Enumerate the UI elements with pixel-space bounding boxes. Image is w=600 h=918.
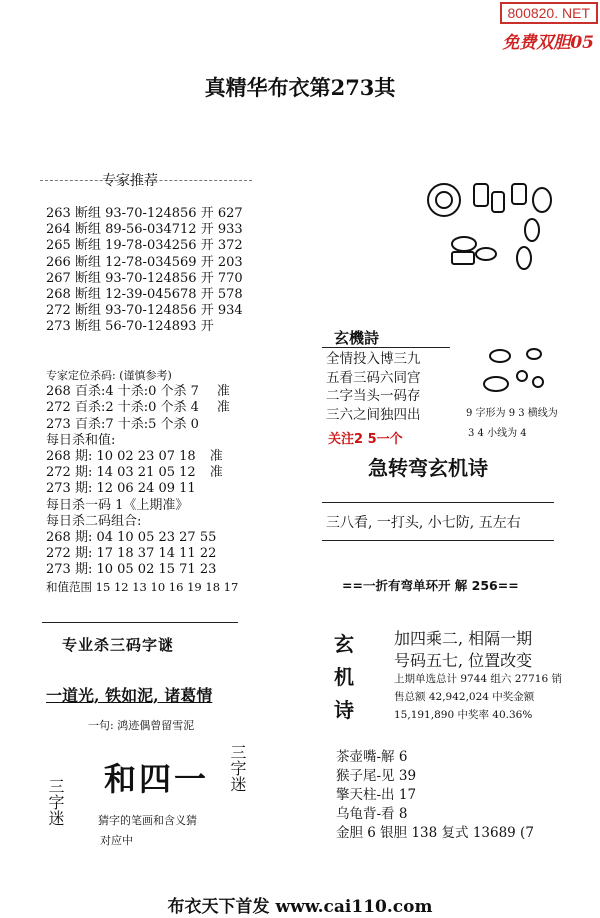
two-code-heading: 每日杀二码组合:	[46, 513, 142, 529]
sum-row: 272 期: 14 03 21 05 12 准	[46, 465, 223, 481]
clue-item: 茶壶嘴-解 6	[336, 749, 408, 765]
site-badge: 800820. NET	[500, 2, 599, 24]
expert-row: 272 断组 93-70-124856 开 934	[46, 303, 243, 319]
expert-row: 266 断组 12-78-034569 开 203	[46, 254, 243, 270]
jizhuan-bottom-rule	[322, 540, 554, 541]
poem-line: 五看三码六同宫	[326, 369, 421, 386]
expert-row: 267 断组 93-70-124856 开 770	[46, 270, 243, 286]
stat-line-1: 上期单选总计 9744 组六 27716 销	[394, 673, 562, 685]
poem-line: 全情投入博三九	[326, 351, 421, 367]
expert-row: 268 断组 12-39-045678 开 578	[46, 287, 243, 303]
two-code-row: 272 期: 17 18 37 14 11 22	[46, 546, 217, 562]
footer-text: 布衣天下首发 www.cai110.com	[167, 897, 433, 917]
kill-section	[46, 368, 238, 595]
expert-row: 265 断组 19-78-034256 开 372	[46, 238, 243, 254]
kill-pos-row: 272 百杀:2 十杀:0 个杀 4 准	[46, 400, 230, 416]
vertical-char: 机	[334, 665, 354, 689]
riddle-top-rule	[42, 622, 238, 623]
expert-heading: 专家推荐	[102, 173, 158, 189]
kill-pos-row: 273 百杀:7 十杀:5 个杀 0	[46, 416, 199, 432]
kill-pos-row: 268 百杀:4 十杀:0 个杀 7 准	[46, 384, 230, 400]
side-note-2: 3 4 小线为 4	[468, 428, 527, 439]
jizhuan-top-rule	[322, 502, 554, 503]
riddle-big-text: 和四一	[104, 760, 210, 798]
mahjong-drawing-small	[474, 342, 564, 398]
focus-line: 关注2 5一个	[328, 432, 403, 447]
expert-row: 264 断组 89-56-034712 开 933	[46, 222, 243, 238]
page-title: 真精华布衣第273其	[204, 75, 396, 100]
stat-line-2: 售总额 42,942,024 中奖金额	[394, 691, 535, 703]
jizhuan-line: 三八看, 一打头, 小七防, 五左右	[326, 515, 521, 531]
free-double-label: 免费双胆05	[502, 33, 594, 53]
xuanjishi-line-2: 号码五七, 位置改变	[394, 651, 533, 670]
riddle-one-sentence: 一句: 鸿迹偶曾留雪泥	[88, 719, 195, 732]
poem-line: 三六之间独四出	[326, 406, 421, 423]
kill-heading: 专家定位杀码: (谨慎参考)	[46, 369, 172, 382]
sum-row: 273 期: 12 06 24 09 11	[46, 481, 196, 497]
riddle-hint: 猜字的笔画和含义猜	[98, 814, 197, 827]
stat-line-3: 15,191,890 中奖率 40.36%	[394, 709, 533, 721]
expert-row: 263 断组 93-70-124856 开 627	[46, 206, 243, 221]
vertical-char: 诗	[334, 698, 354, 722]
two-code-row: 273 期: 10 05 02 15 71 23	[46, 562, 217, 578]
one-code-line: 每日杀一码 1《上期准》	[46, 497, 189, 513]
expert-list	[46, 206, 243, 336]
clue-item: 金胆 6 银胆 138 复式 13689 (7	[336, 825, 534, 841]
side-note-1: 9 字形为 9 3 横线为	[466, 408, 558, 419]
two-code-row: 268 期: 04 10 05 23 27 55	[46, 530, 217, 546]
vertical-char: 玄	[334, 632, 354, 656]
clue-item: 猴子尾-见 39	[336, 768, 417, 784]
zhe-line: ==一折有弯单环开 解 256==	[342, 578, 519, 593]
riddle-heading: 专业杀三码字谜	[62, 636, 175, 654]
riddle-left-vertical: 三字迷	[46, 778, 65, 826]
xuanji-poem-lines	[326, 350, 421, 424]
mahjong-drawing	[422, 170, 572, 280]
jizhuan-title: 急转弯玄机诗	[368, 456, 488, 480]
riddle-phrase: 一道光, 铁如泥, 诸葛情	[46, 686, 213, 705]
xuanji-title-rule	[322, 347, 450, 348]
xuanjishi-line-1: 加四乘二, 相隔一期	[394, 629, 533, 648]
expert-row: 273 断组 56-70-124893 开	[46, 319, 214, 335]
sum-range: 和值范围 15 12 13 10 16 19 18 17	[46, 579, 239, 594]
xuanji-poem-title: 玄機詩	[334, 329, 380, 347]
riddle-right-vertical: 三字迷	[228, 744, 247, 792]
clue-item: 擎天柱-出 17	[336, 787, 417, 803]
clue-item: 乌龟背-看 8	[336, 806, 408, 822]
clue-list	[336, 748, 534, 843]
riddle-hint-2: 对应中	[100, 834, 133, 847]
sum-heading: 每日杀和值:	[46, 432, 116, 448]
sum-row: 268 期: 10 02 23 07 18 准	[46, 449, 223, 465]
poem-line: 二字当头一码存	[326, 388, 421, 404]
xuanjishi-vertical	[334, 628, 354, 727]
